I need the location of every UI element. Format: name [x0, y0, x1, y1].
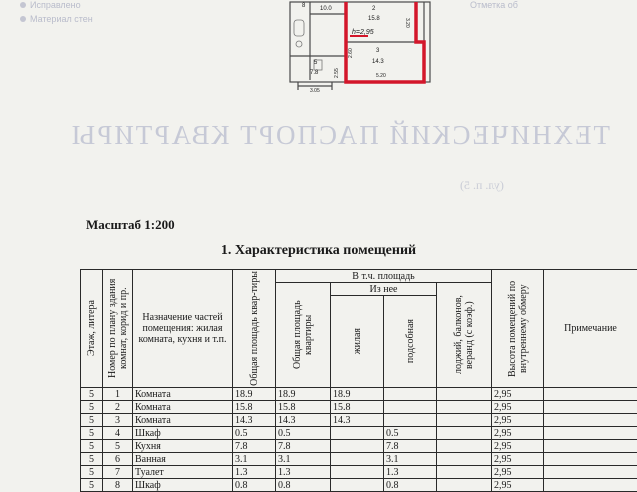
- cell-note: [544, 401, 637, 414]
- cell-loggia: [437, 479, 492, 492]
- cell-height: 2,95: [492, 440, 544, 453]
- cell-note: [544, 388, 637, 401]
- cell-height: 2,95: [492, 388, 544, 401]
- plan-label: h=2,95: [352, 29, 374, 36]
- header-of-which: Из нее: [331, 283, 437, 296]
- plan-label: 15.8: [368, 16, 380, 22]
- cell-num: 1: [103, 388, 133, 401]
- rooms-table: [80, 269, 637, 492]
- cell-name: Шкаф: [133, 479, 233, 492]
- cell-aux: 3.1: [384, 453, 437, 466]
- cell-num: 6: [103, 453, 133, 466]
- cell-floor: 5: [81, 479, 103, 492]
- header-loggia: лоджий, балконов, веранд (с коэф.): [437, 283, 492, 388]
- plan-label: 2: [372, 6, 376, 12]
- bleed-line-1: Исправлено: [20, 0, 81, 10]
- cell-living: 18.9: [331, 388, 384, 401]
- cell-total: 7.8: [233, 440, 276, 453]
- cell-num: 5: [103, 440, 133, 453]
- table-row: [81, 401, 637, 414]
- cell-apt: 1.3: [276, 466, 331, 479]
- header-living: жилая: [331, 296, 384, 388]
- table-row: [81, 440, 637, 453]
- plan-label: 3: [376, 48, 380, 54]
- cell-aux: [384, 414, 437, 427]
- mirrored-watermark-title: ТЕХНИЧЕСКИЙ ПАСПОРТ КВАРТИРЫ: [70, 120, 610, 151]
- header-including: В т.ч. площадь: [276, 270, 492, 283]
- cell-note: [544, 427, 637, 440]
- cell-height: 2,95: [492, 479, 544, 492]
- cell-note: [544, 440, 637, 453]
- plan-label: 7.8: [310, 70, 319, 76]
- cell-apt: 3.1: [276, 453, 331, 466]
- header-total: Общая площадь квар-тиры: [233, 270, 276, 388]
- cell-total: 18.9: [233, 388, 276, 401]
- plan-label: 3.05: [310, 88, 320, 94]
- cell-floor: 5: [81, 414, 103, 427]
- mirrored-watermark-note: (ул. п. 5): [460, 178, 504, 193]
- cell-total: 0.8: [233, 479, 276, 492]
- cell-note: [544, 466, 637, 479]
- plan-label: 2.60: [348, 48, 354, 58]
- rooms-table-body: [81, 388, 637, 492]
- header-number: Номер по плану здания комнат, корид и пр.: [103, 270, 133, 388]
- cell-apt: 18.9: [276, 388, 331, 401]
- cell-total: 1.3: [233, 466, 276, 479]
- cell-loggia: [437, 414, 492, 427]
- cell-living: 15.8: [331, 401, 384, 414]
- cell-living: [331, 466, 384, 479]
- cell-living: [331, 453, 384, 466]
- cell-name: Кухня: [133, 440, 233, 453]
- cell-floor: 5: [81, 453, 103, 466]
- cell-total: 0.5: [233, 427, 276, 440]
- scale-label: Масштаб 1:200: [86, 217, 175, 233]
- section-title: 1. Характеристика помещений: [0, 243, 637, 259]
- cell-loggia: [437, 466, 492, 479]
- plan-label: 2.55: [334, 68, 340, 78]
- table-row: [81, 466, 637, 479]
- cell-apt: 7.8: [276, 440, 331, 453]
- plan-label: 3.20: [404, 18, 410, 28]
- cell-name: Комната: [133, 388, 233, 401]
- cell-aux: [384, 401, 437, 414]
- cell-num: 4: [103, 427, 133, 440]
- cell-aux: 0.8: [384, 479, 437, 492]
- plan-label: 5: [314, 60, 318, 66]
- cell-height: 2,95: [492, 414, 544, 427]
- cell-aux: [384, 388, 437, 401]
- header-floor: Этаж, литера: [81, 270, 103, 388]
- cell-living: [331, 440, 384, 453]
- cell-num: 3: [103, 414, 133, 427]
- cell-height: 2,95: [492, 401, 544, 414]
- cell-num: 2: [103, 401, 133, 414]
- cell-aux: 0.5: [384, 427, 437, 440]
- cell-name: Туалет: [133, 466, 233, 479]
- table-row: [81, 479, 637, 492]
- cell-floor: 5: [81, 388, 103, 401]
- cell-name: Комната: [133, 401, 233, 414]
- cell-floor: 5: [81, 466, 103, 479]
- cell-note: [544, 453, 637, 466]
- header-height: Высота помещений по внутреннему обмеру: [492, 270, 544, 388]
- cell-total: 15.8: [233, 401, 276, 414]
- cell-note: [544, 479, 637, 492]
- cell-total: 3.1: [233, 453, 276, 466]
- cell-apt: 14.3: [276, 414, 331, 427]
- table-row: [81, 453, 637, 466]
- floor-plan: [288, 0, 438, 98]
- bullet-icon: [20, 2, 26, 8]
- cell-loggia: [437, 388, 492, 401]
- cell-living: [331, 427, 384, 440]
- header-name: Назначение частей помещения: жилая комната, кухня и т.п.: [133, 270, 233, 388]
- cell-loggia: [437, 440, 492, 453]
- bullet-icon: [20, 16, 26, 22]
- cell-loggia: [437, 453, 492, 466]
- cell-aux: 7.8: [384, 440, 437, 453]
- plan-label: 14.3: [372, 59, 384, 65]
- plan-label: 10.0: [320, 6, 332, 12]
- bleed-line-3: Отметка об: [470, 0, 518, 10]
- cell-apt: 0.5: [276, 427, 331, 440]
- table-row: [81, 427, 637, 440]
- bleed-line-2: Материал стен: [20, 14, 93, 24]
- cell-total: 14.3: [233, 414, 276, 427]
- cell-loggia: [437, 427, 492, 440]
- cell-floor: 5: [81, 427, 103, 440]
- cell-height: 2,95: [492, 453, 544, 466]
- cell-num: 7: [103, 466, 133, 479]
- cell-note: [544, 414, 637, 427]
- cell-floor: 5: [81, 401, 103, 414]
- cell-name: Ванная: [133, 453, 233, 466]
- cell-num: 8: [103, 479, 133, 492]
- cell-height: 2,95: [492, 427, 544, 440]
- cell-aux: 1.3: [384, 466, 437, 479]
- cell-loggia: [437, 401, 492, 414]
- table-row: [81, 388, 637, 401]
- plan-label: 5.20: [376, 73, 386, 79]
- header-apartment-area: Общая площадь квартиры: [276, 283, 331, 388]
- cell-floor: 5: [81, 440, 103, 453]
- plan-label: 8: [302, 3, 306, 9]
- cell-name: Комната: [133, 414, 233, 427]
- table-row: [81, 414, 637, 427]
- header-auxiliary: подсобная: [384, 296, 437, 388]
- cell-living: [331, 479, 384, 492]
- cell-living: 14.3: [331, 414, 384, 427]
- cell-height: 2,95: [492, 466, 544, 479]
- header-note: Примечание: [544, 270, 637, 388]
- cell-apt: 0.8: [276, 479, 331, 492]
- cell-name: Шкаф: [133, 427, 233, 440]
- cell-apt: 15.8: [276, 401, 331, 414]
